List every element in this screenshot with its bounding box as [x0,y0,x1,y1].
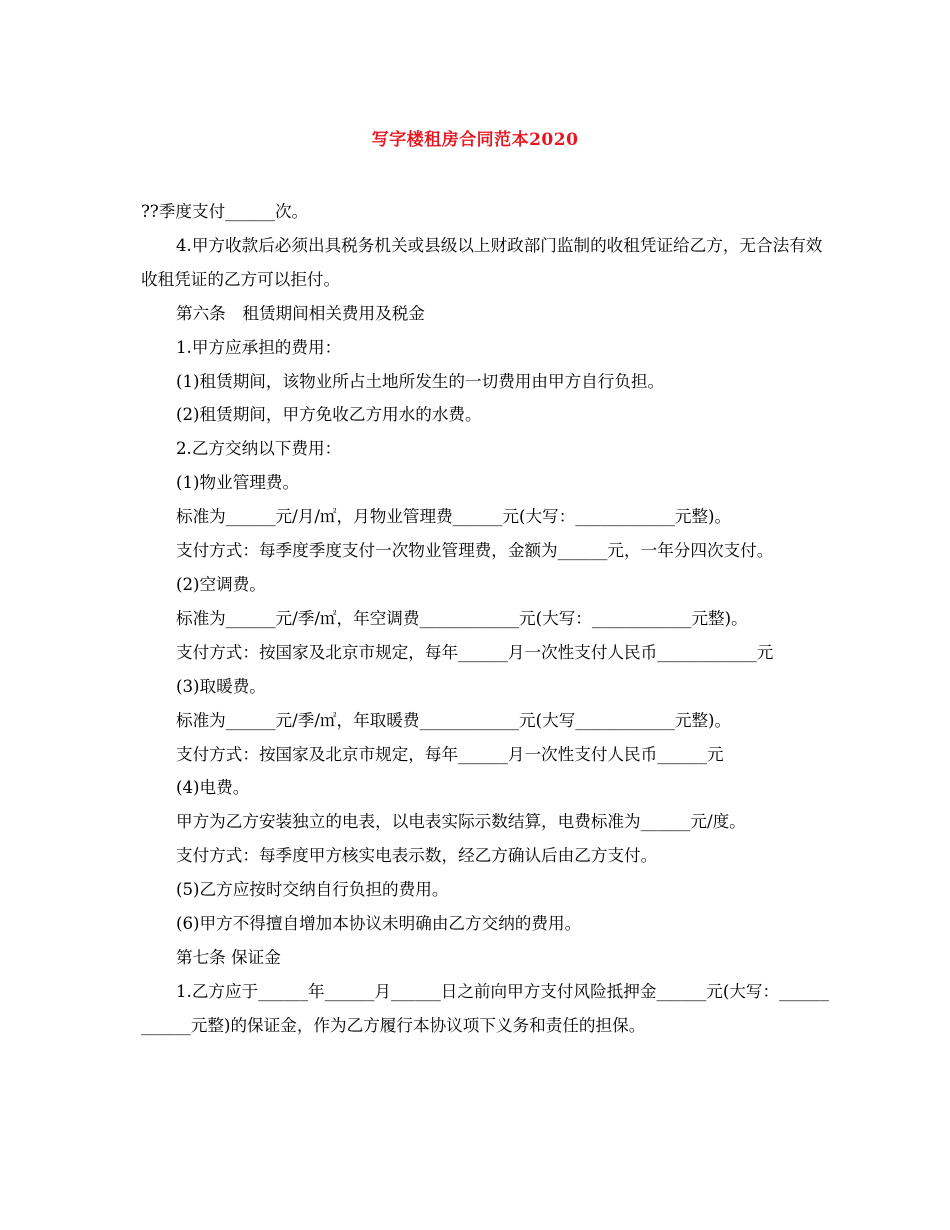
paragraph-heating-fee-standard: 标准为______元/季/㎡，年取暖费____________元(大写____________元整)。 [176,710,732,730]
document-body [141,195,831,1043]
paragraph-electricity-payment: 支付方式：每季度甲方核实电表示数，经乙方确认后由乙方支付。 [176,846,658,866]
paragraph-no-extra-fees: (6)甲方不得擅自增加本协议未明确由乙方交纳的费用。 [176,914,582,934]
paragraph-rent-receipt: 4.甲方收款后必须出具税务机关或县级以上财政部门监制的收租凭证给乙方，无合法有效收租凭证的乙方可以拒付。 [141,235,823,289]
paragraph-land-costs: (1)租赁期间，该物业所占土地所发生的一切费用由甲方自行负担。 [176,371,665,391]
paragraph-electricity-standard: 甲方为乙方安装独立的电表，以电表实际示数结算，电费标准为______元/度。 [176,812,746,832]
paragraph-water-fee: (2)租赁期间，甲方免收乙方用水的水费。 [176,405,482,425]
article-6-heading: 第六条 租赁期间相关费用及税金 [176,303,425,323]
paragraph-property-fee-payment: 支付方式：每季度季度支付一次物业管理费，金额为______元，一年分四次支付。 [176,541,774,561]
paragraph-heating-fee-heading: (3)取暖费。 [176,676,266,696]
paragraph-party-b-costs: 2.乙方交纳以下费用： [176,439,342,459]
paragraph-quarterly-payment: ??季度支付______次。 [141,202,309,221]
paragraph-ac-fee-standard: 标准为______元/季/㎡，年空调费____________元(大写：____________元整)。 [176,608,748,628]
article-7-heading: 第七条 保证金 [176,947,281,967]
paragraph-property-fee-standard: 标准为______元/月/㎡，月物业管理费______元(大写：____________元整)。 [176,507,732,527]
paragraph-ac-fee-heading: (2)空调费。 [176,574,266,594]
paragraph-party-a-costs: 1.甲方应承担的费用： [176,337,342,357]
paragraph-timely-payment: (5)乙方应按时交纳自行负担的费用。 [176,880,449,900]
paragraph-deposit: 1.乙方应于______年______月______日之前向甲方支付风险抵押金______元(大写：____________元整)的保证金，作为乙方履行本协议项下义务和责任的担保。 [141,981,829,1035]
paragraph-electricity-heading: (4)电费。 [176,778,250,798]
document-title: 写字楼租房合同范本2020 [371,130,579,150]
paragraph-ac-fee-payment: 支付方式：按国家及北京市规定，每年______月一次性支付人民币____________元 [176,642,774,662]
paragraph-heating-fee-payment: 支付方式：按国家及北京市规定，每年______月一次性支付人民币______元 [176,744,724,764]
paragraph-property-fee-heading: (1)物业管理费。 [176,473,300,493]
